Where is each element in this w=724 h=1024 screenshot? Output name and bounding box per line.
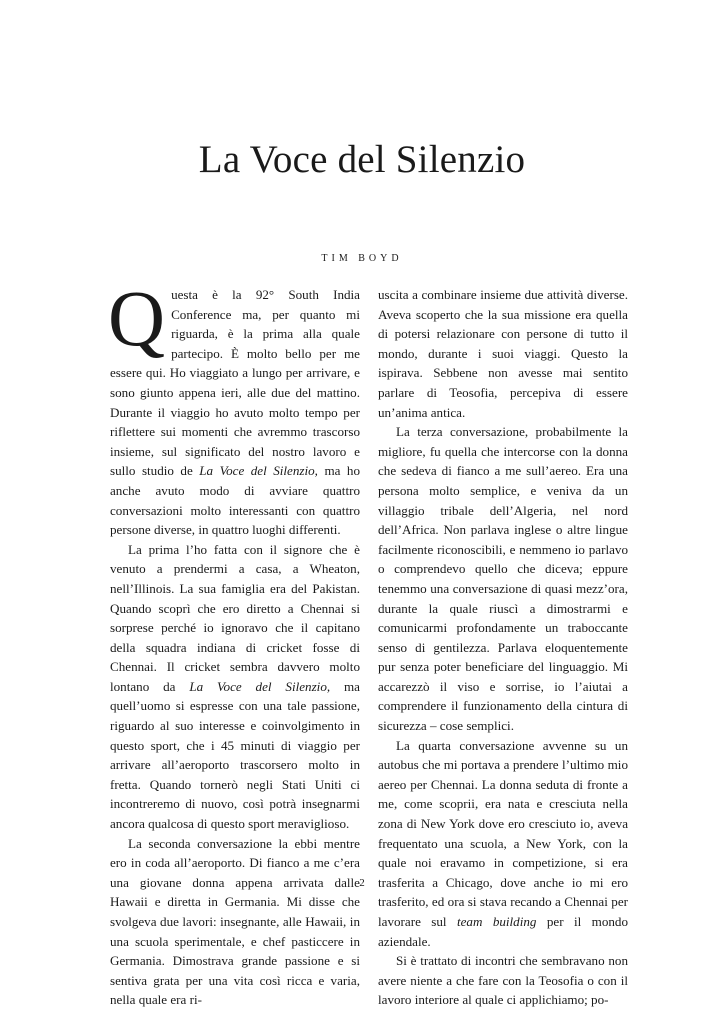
paragraph-3: La seconda conversazione la ebbi mentre ero in coda all’aeroporto. Di fianco a me c’era una giovane donna appena arrivata dalle Hawaii e diretta in Germania. Mi disse che svolgeva due lavori: insegnante, alle Hawaii, in una scuola sperimentale, e chef pasticcere in Germania. Dimostrava grande passione e si sentiva grata per una vita così ricca e varia, nella quale era ri- bbox=[110, 835, 360, 1008]
paragraph-text: La quarta conversazione avvenne su un autobus che mi portava a prendere l’ultimo mio aereo per Chennai. La donna seduta di fronte a me, come scoprii, era nata e cresciuta nella zona di New York dove ero cresciuto io, aveva frequentato una scuola, a New York, con la quale noi eravamo in competizione, si era trasferita a Chicago, dove anche io mi ero trasferito, ed ora si stava recando a Chennai per lavorare sul bbox=[378, 737, 628, 929]
paragraph-text: ma quell’uomo si espresse con una tale passione, riguardo al suo interesse e coinvolgimento in questo sport, che i 45 minuti di viaggio per arrivare all’aeroporto trascorsero molto in fretta. Quando tornerò negli Stati Uniti ci incontreremo di nuovo, così potrà insegnarmi ancora qualcosa di questo sport meraviglioso. bbox=[110, 678, 360, 832]
paragraph-5: La terza conversazione, probabilmente la migliore, fu quella che intercorse con la donna che sedeva di fianco a me sull’aereo. Era una persona molto semplice, e veniva da un villaggio tribale dell’Algeria, nel nord dell’Africa. Non parlava inglese o altre lingue facilmente riconoscibili, e nemmeno io parlavo o comprendevo quello che diceva; eppure tenemmo una conversazione di quasi mezz’ora, durante la quale riuscì a dimostrarmi e comunicarmi profondamente un traboccante senso di gentilezza. Parlava eloquentemente pur senza poter beneficiare del linguaggio. Mi accarezzò il viso e sorrise, io l’aiutai a comprendere il funzionamento della cintura di sicurezza – cose semplici. bbox=[378, 424, 628, 734]
paragraph-6 bbox=[378, 736, 628, 952]
term-emphasis: team building bbox=[456, 914, 537, 929]
right-column bbox=[378, 285, 628, 1010]
author-name: TIM BOYD bbox=[321, 253, 403, 264]
book-title-emphasis: La Voce del Silenzio, bbox=[199, 463, 318, 479]
article-title: La Voce del Silenzio bbox=[198, 138, 526, 181]
paragraph-1 bbox=[108, 276, 361, 540]
paragraph-text: ma ho anche avuto modo di avviare quattro conversazioni molto interessanti con quattro persone diverse, in quattro luoghi differenti. bbox=[110, 463, 361, 538]
page-number: 2 bbox=[359, 877, 365, 889]
paragraph-4: uscita a combinare insieme due attività diverse. Aveva scoperto che la sua missione era quella di potersi relazionare con persone di tutto il mondo, durante i suoi viaggi. Questo la ispirava. Sebbene non avesse mai sentito parlare di Teosofia, percepiva di essere un’anima antica. bbox=[378, 287, 628, 420]
paragraph-7: Si è trattato di incontri che sembravano non avere niente a che fare con la Teosofia o con il lavoro interiore al quale ci applichiamo; po- bbox=[378, 953, 628, 1008]
paragraph-2 bbox=[110, 540, 360, 834]
left-column bbox=[108, 276, 361, 1010]
paragraph-text: per il mondo aziendale. bbox=[378, 914, 629, 949]
paragraph-text: uesta è la 92° South India Conference ma, per quanto mi riguarda, è la prima alla quale partecipo. È molto bello per me essere qui. Ho viaggiato a lungo per arrivare, e sono giunto appena ieri, alle due del mattino. Durante il viaggio ho avuto molto tempo per riflettere sui momenti che avremmo trascorso insieme, sul significato del nostro lavoro e sullo studio de bbox=[110, 287, 360, 479]
paragraph-text: La prima l’ho fatta con il signore che è venuto a prendermi a casa, a Wheaton, nell’Illinois. La sua famiglia era del Pakistan. Quando scoprì che ero diretto a Chennai si sorprese perché io ignoravo che il capitano della squadra indiana di cricket fosse di Chennai. Il cricket sembra davvero molto lontano da bbox=[110, 541, 360, 694]
drop-cap: Q bbox=[108, 276, 166, 363]
book-title-emphasis: La Voce del Silenzio, bbox=[189, 678, 331, 694]
